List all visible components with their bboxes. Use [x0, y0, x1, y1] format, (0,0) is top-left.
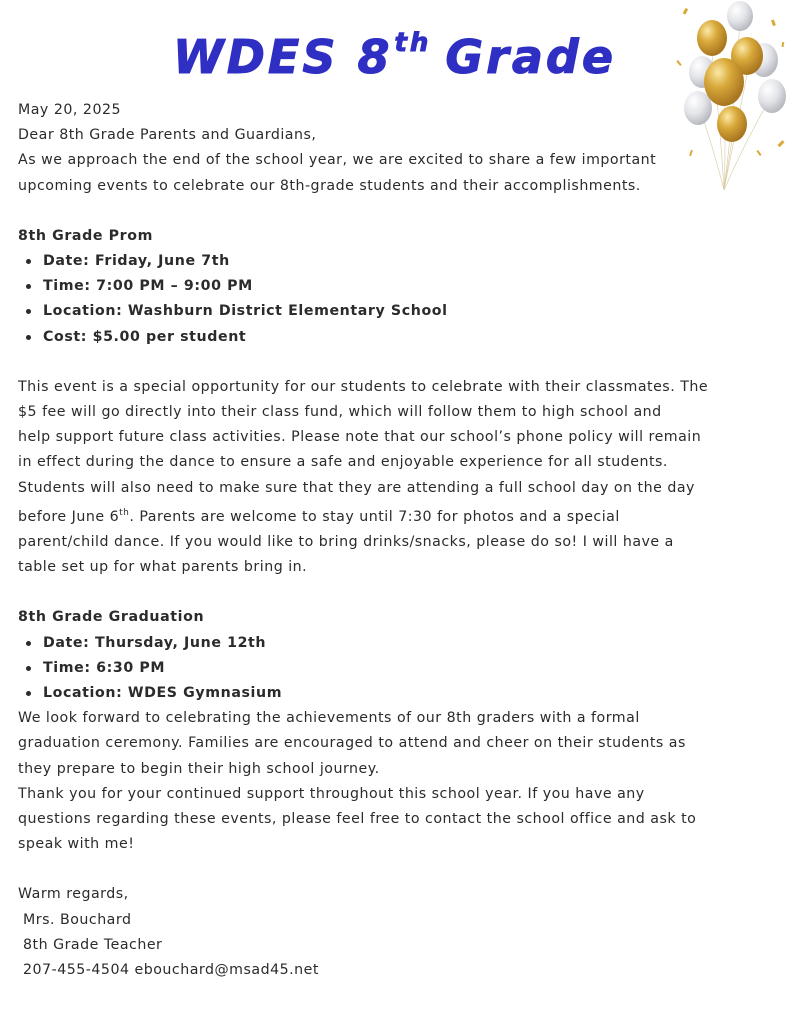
prom-body-line: Students will also need to make sure that they are attending a full school day on the day: [18, 479, 695, 496]
graduation-body-line: they prepare to begin their high school journey.: [18, 760, 380, 777]
title-text-rest: Grade: [445, 30, 617, 84]
page-title: [0, 8, 789, 92]
signature-name: Mrs. Bouchard: [23, 911, 132, 928]
graduation-detail-item: Time: 6:30 PM: [18, 656, 778, 681]
closing: Warm regards,: [18, 886, 129, 903]
graduation-details-list: [18, 631, 778, 707]
prom-detail-item: Cost: $5.00 per student: [18, 325, 778, 350]
intro-line: upcoming events to celebrate our 8th-grade students and their accomplishments.: [18, 177, 641, 194]
graduation-body-line: We look forward to celebrating the achievements of our 8th graders with a formal: [18, 710, 640, 727]
intro-line: As we approach the end of the school year, we are excited to share a few important: [18, 152, 657, 169]
prom-body-line: This event is a special opportunity for our students to celebrate with their classmates. The: [18, 378, 709, 395]
prom-detail-item: Location: Washburn District Elementary School: [18, 299, 778, 324]
prom-body-line: in effect during the dance to ensure a safe and enjoyable experience for all students.: [18, 454, 668, 471]
prom-body-line: $5 fee will go directly into their class fund, which will follow them to high school and: [18, 404, 662, 421]
graduation-detail-item: Date: Thursday, June 12th: [18, 631, 778, 656]
prom-detail-item: Date: Friday, June 7th: [18, 249, 778, 274]
title-text: WDES 8: [172, 30, 393, 84]
letter-body: [18, 98, 778, 983]
prom-body-line: help support future class activities. Please note that our school’s phone policy will remain: [18, 429, 702, 446]
prom-body-line: [18, 501, 778, 530]
letter-greeting: Dear 8th Grade Parents and Guardians,: [18, 127, 317, 144]
prom-body-text: before June 6: [18, 508, 120, 525]
prom-body-line: table set up for what parents bring in.: [18, 559, 308, 576]
title-superscript: th: [394, 28, 432, 58]
graduation-detail-item: Location: WDES Gymnasium: [18, 681, 778, 706]
graduation-body-line: Thank you for your continued support throughout this school year. If you have any: [18, 785, 645, 802]
letter-date: May 20, 2025: [18, 102, 122, 118]
graduation-body-line: graduation ceremony. Families are encouraged to attend and cheer on their students as: [18, 735, 686, 752]
prom-details-list: [18, 249, 778, 350]
signature-title: 8th Grade Teacher: [23, 936, 163, 953]
prom-detail-item: Time: 7:00 PM – 9:00 PM: [18, 274, 778, 299]
signature-contact: 207-455-4504 ebouchard@msad45.net: [23, 962, 319, 979]
prom-body-text: . Parents are welcome to stay until 7:30 for photos and a special: [129, 508, 620, 525]
prom-body-line: parent/child dance. If you would like to bring drinks/snacks, please do so! I will have a: [18, 534, 674, 551]
graduation-body-line: speak with me!: [18, 836, 135, 853]
prom-heading: 8th Grade Prom: [18, 227, 153, 244]
graduation-body-line: questions regarding these events, please feel free to contact the school office and ask to: [18, 811, 697, 828]
graduation-heading: 8th Grade Graduation: [18, 609, 205, 626]
superscript: th: [119, 507, 130, 518]
